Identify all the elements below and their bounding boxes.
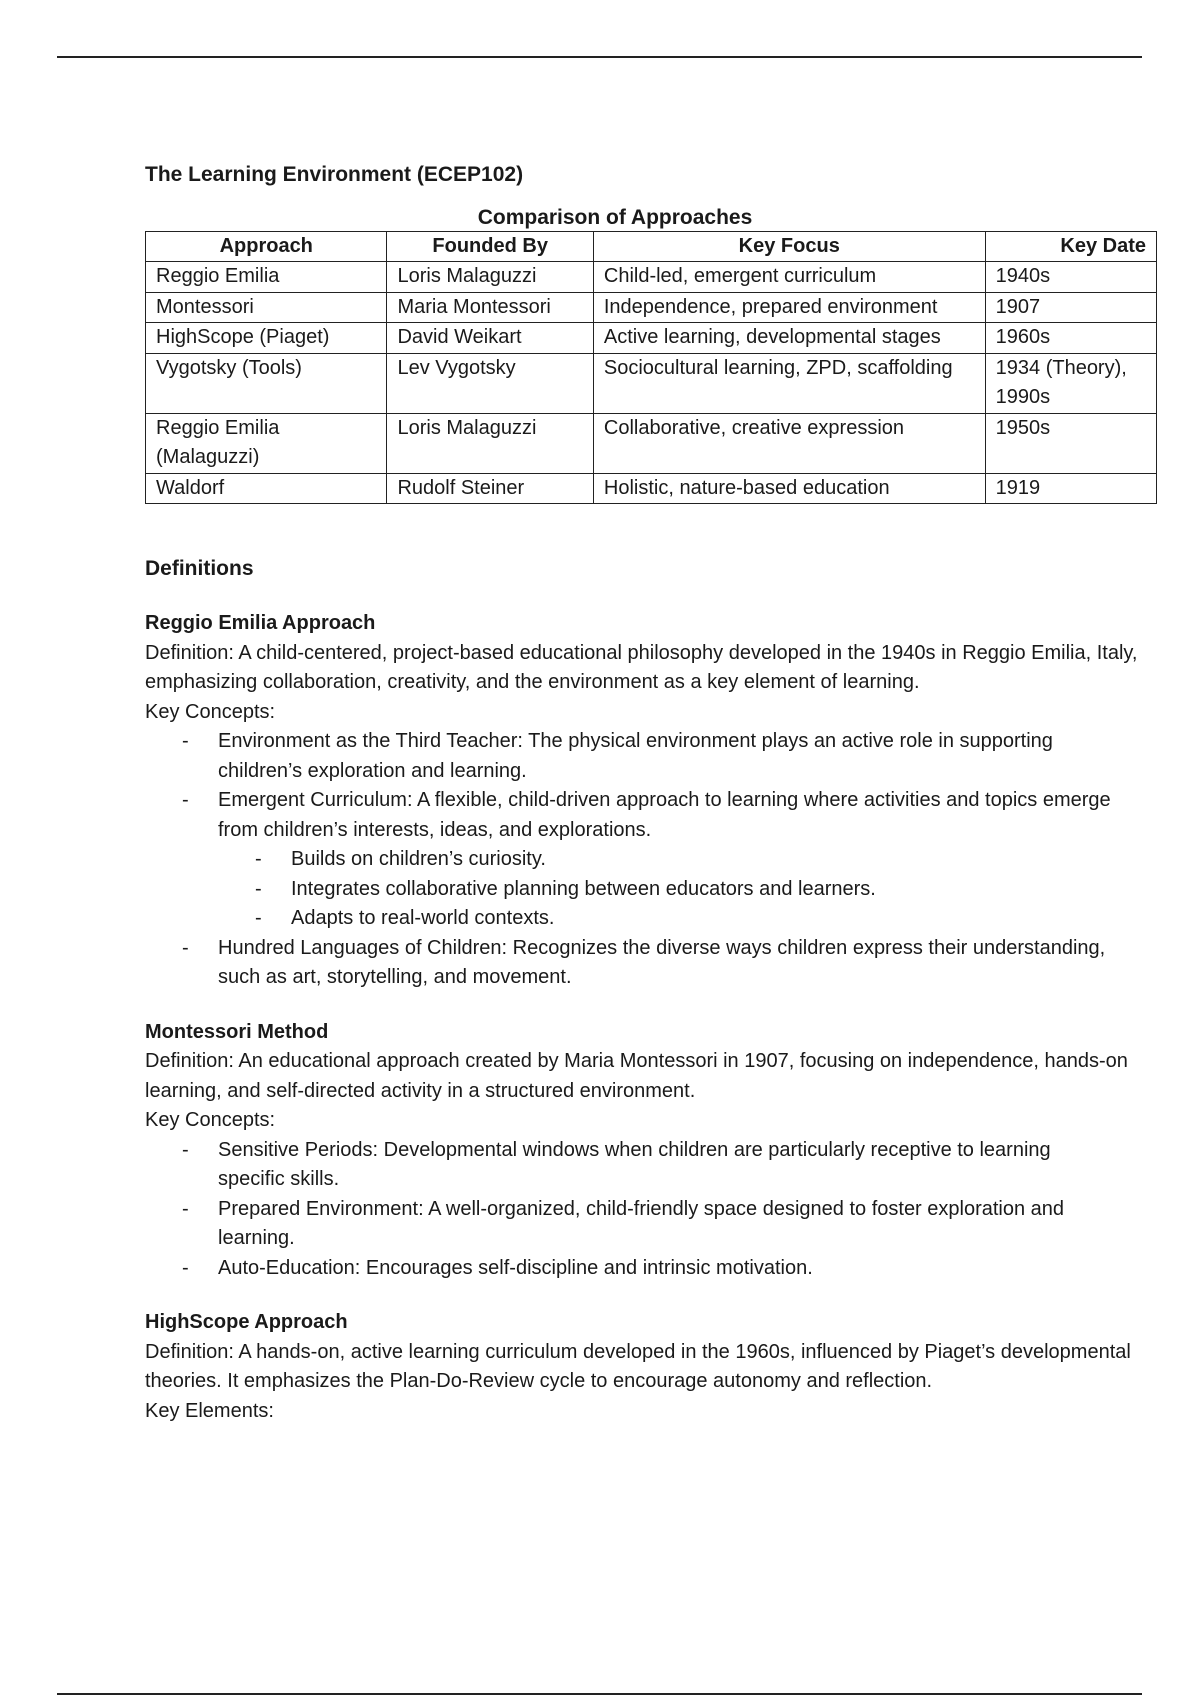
cell-approach: Montessori: [146, 292, 387, 323]
list-item: [218, 1136, 1118, 1195]
cell-focus: Holistic, nature-based education: [593, 473, 985, 504]
footer-rule: [57, 1693, 1142, 1695]
cell-approach: Vygotsky (Tools): [146, 353, 387, 413]
montessori-concepts-label: Key Concepts:: [145, 1109, 276, 1131]
cell-founder: David Weikart: [387, 323, 593, 354]
comparison-table: [145, 231, 1157, 505]
highscope-elements-label: Key Elements:: [145, 1399, 274, 1422]
cell-approach: HighScope (Piaget): [146, 323, 387, 354]
definitions-heading: Definitions: [145, 557, 254, 580]
header-founded-by: Founded By: [387, 231, 593, 262]
cell-date: 1940s: [985, 262, 1156, 293]
cell-date: 1950s: [985, 413, 1156, 473]
cell-focus: Sociocultural learning, ZPD, scaffolding: [593, 353, 985, 413]
document-body: [145, 160, 1155, 1426]
list-item-text: Emergent Curriculum: A flexible, child-driven approach to learning where activities and topics emerge from children’s interests, ideas, and explorations.: [218, 789, 1111, 841]
header-rule: [57, 56, 1142, 58]
cell-focus: Collaborative, creative expression: [593, 413, 985, 473]
header-key-date: Key Date: [985, 231, 1156, 262]
table-row: [146, 353, 1157, 413]
reggio-concepts-list: [145, 727, 1118, 993]
cell-approach: Reggio Emilia: [146, 262, 387, 293]
list-item-text: Hundred Languages of Children: Recognizes the diverse ways children express their understanding, such as art, storytelling, and movement.: [218, 936, 1106, 988]
list-item: [218, 727, 1118, 786]
list-item: [291, 845, 1091, 875]
cell-approach: Waldorf: [146, 473, 387, 504]
list-item-text: Integrates collaborative planning between educators and learners.: [291, 877, 876, 900]
header-approach: Approach: [146, 231, 387, 262]
table-row: [146, 413, 1157, 473]
list-item: [218, 1195, 1118, 1254]
cell-date: 1934 (Theory), 1990s: [985, 353, 1156, 413]
cell-date: 1960s: [985, 323, 1156, 354]
list-item-text: Adapts to real-world contexts.: [291, 907, 555, 929]
highscope-title: HighScope Approach: [145, 1311, 348, 1333]
table-row: [146, 262, 1157, 293]
list-item: [218, 786, 1118, 934]
cell-date: 1907: [985, 292, 1156, 323]
cell-founder: Loris Malaguzzi: [387, 413, 593, 473]
reggio-definition: Definition: A child-centered, project-based educational philosophy developed in the 1940s in Reggio Emilia, Italy, emphasizing collaboration, creativity, and the environment as a key element of learning.: [145, 641, 1138, 693]
montessori-concepts-list: [145, 1136, 1118, 1284]
montessori-definition: Definition: An educational approach created by Maria Montessori in 1907, focusing on independence, hands-on learning, and self-directed activity in a structured environment.: [145, 1050, 1128, 1102]
list-item-text: Auto-Education: Encourages self-discipline and intrinsic motivation.: [218, 1256, 813, 1279]
table-row: [146, 473, 1157, 504]
list-item-text: Environment as the Third Teacher: The physical environment plays an active role in supporting children’s exploration and learning.: [218, 730, 1053, 782]
list-item-text: Sensitive Periods: Developmental windows when children are particularly receptive to learning specific skills.: [218, 1138, 1051, 1190]
table-caption: Comparison of Approaches: [477, 205, 753, 229]
reggio-concepts-label: Key Concepts:: [145, 700, 276, 723]
list-item: [218, 934, 1118, 993]
cell-focus: Child-led, emergent curriculum: [593, 262, 985, 293]
cell-founder: Maria Montessori: [387, 292, 593, 323]
header-key-focus: Key Focus: [593, 231, 985, 262]
cell-founder: Loris Malaguzzi: [387, 262, 593, 293]
table-row: [146, 292, 1157, 323]
list-item: [291, 904, 1091, 934]
cell-approach: Reggio Emilia (Malaguzzi): [146, 413, 387, 473]
cell-founder: Rudolf Steiner: [387, 473, 593, 504]
montessori-title: Montessori Method: [145, 1020, 329, 1043]
cell-focus: Active learning, developmental stages: [593, 323, 985, 354]
emergent-sublist: [218, 845, 1091, 934]
reggio-title: Reggio Emilia Approach: [145, 612, 376, 634]
cell-date: 1919: [985, 473, 1156, 504]
highscope-definition: Definition: A hands-on, active learning curriculum developed in the 1960s, influenced by Piaget’s developmental theories. It emphasizes the Plan-Do-Review cycle to encourage autonomy and reflection.: [145, 1340, 1131, 1392]
list-item-text: Prepared Environment: A well-organized, child-friendly space designed to foster exploration and learning.: [218, 1197, 1065, 1249]
list-item: [218, 1254, 1118, 1284]
list-item-text: Builds on children’s curiosity.: [291, 848, 546, 870]
cell-focus: Independence, prepared environment: [593, 292, 985, 323]
table-header-row: [146, 231, 1157, 262]
document-title: The Learning Environment (ECEP102): [145, 163, 524, 186]
list-item: [291, 875, 1091, 905]
cell-founder: Lev Vygotsky: [387, 353, 593, 413]
table-row: [146, 323, 1157, 354]
